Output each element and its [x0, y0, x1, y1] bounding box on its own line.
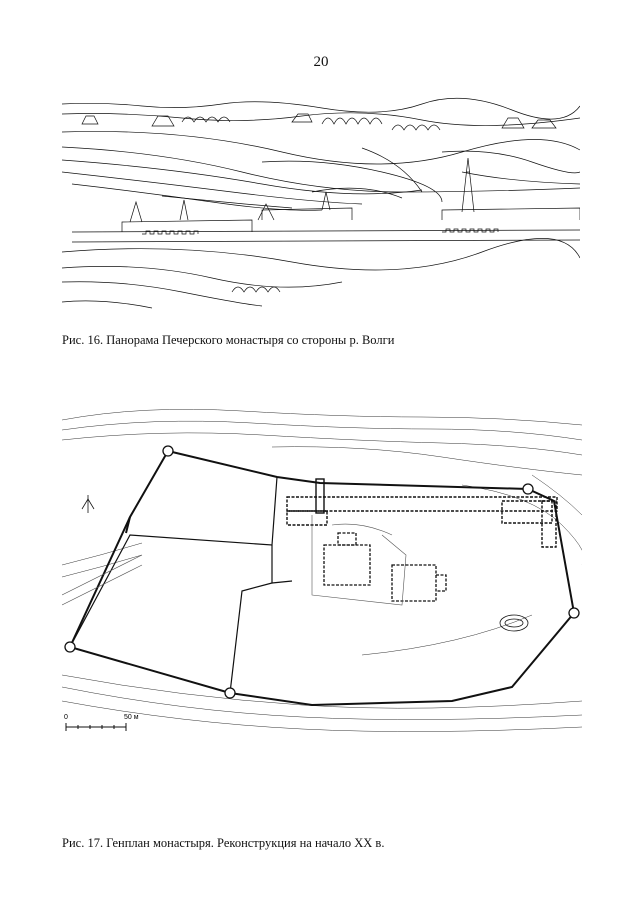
scale-end-label: 50 м — [124, 714, 139, 721]
figure-16-caption: Рис. 16. Панорама Печерского монастыря со стороны р. Волги — [62, 333, 395, 347]
scale-start-label: 0 — [64, 714, 68, 721]
panorama-figure — [62, 92, 580, 320]
scale-bar — [66, 723, 126, 731]
site-plan-drawing — [62, 405, 582, 740]
site-plan-figure — [62, 405, 582, 740]
page-number: 20 — [313, 54, 329, 70]
north-arrow-icon — [82, 495, 94, 513]
figure-17-caption: Рис. 17. Генплан монастыря. Реконструкция на начало XX в. — [62, 836, 385, 850]
panorama-drawing — [62, 92, 580, 320]
